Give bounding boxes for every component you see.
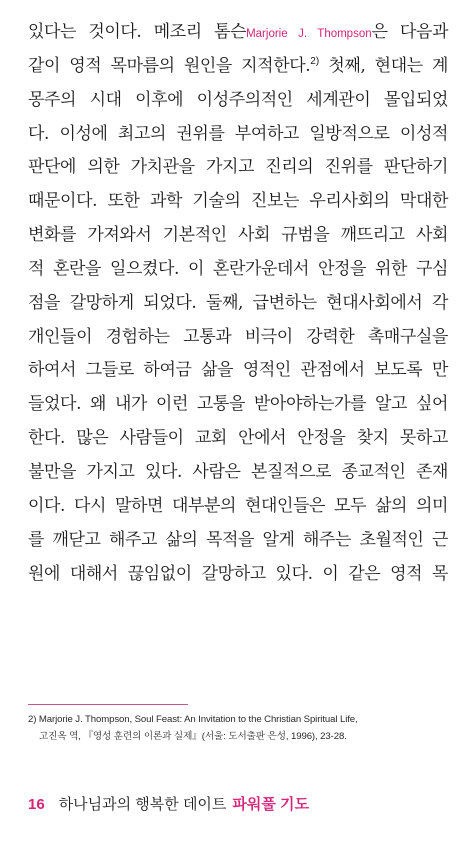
body-line-2-text: 같이 영적 목마름의 원인을 지적한다. — [28, 55, 311, 76]
body-line-1 — [28, 16, 448, 50]
page-number: 16 — [28, 796, 45, 813]
book-title: 하나님과의 행복한 데이트 — [58, 796, 227, 813]
footnote-reference: 2) — [310, 55, 320, 67]
series-title: 파워풀 기도 — [232, 796, 310, 813]
author-name-latin: Marjorie J. Thompson — [246, 28, 372, 40]
footnote-line-1: 2) Marjorie J. Thompson, Soul Feast: An Invitation to the Christian Spiritual Life, — [28, 714, 358, 725]
body-paragraph — [28, 16, 448, 591]
body-line-16: 를 깨닫고 해주고 삶의 목적을 알게 해주는 초월적인 근 — [28, 529, 448, 550]
body-line-2-tail: 첫째, 현대는 계 — [319, 55, 448, 76]
footnote-line-2: 고진옥 역, 『영성 훈련의 이론과 실제』(서울: 도서출판 은성, 1996), 23-28. — [39, 731, 347, 742]
body-line-15: 이다. 다시 말하면 대부분의 현대인들은 모두 삶의 의미 — [28, 495, 448, 516]
body-line-3: 몽주의 시대 이후에 이성주의적인 세계관이 몰입되었 — [28, 89, 448, 110]
body-line-1-text: 있다는 것이다. 메조리 톰슨 — [28, 22, 247, 42]
body-line-2 — [28, 50, 448, 84]
body-line-7: 변화를 가져와서 기본적인 사회 규범을 깨뜨리고 사회 — [28, 225, 448, 246]
body-line-8: 적 혼란을 일으켰다. 이 혼란가운데서 안정을 위한 구심 — [28, 258, 448, 279]
body-line-4: 다. 이성에 최고의 권위를 부여하고 일방적으로 이성적 — [28, 123, 448, 144]
footnote-divider — [28, 704, 188, 705]
footnote — [28, 711, 448, 745]
body-line-12: 들었다. 왜 내가 이런 고통을 받아야하는가를 알고 싶어 — [28, 394, 448, 415]
body-line-11: 하여서 그들로 하여금 삶을 영적인 관점에서 보도록 만 — [28, 360, 448, 381]
body-line-1-tail: 은 다음과 — [371, 22, 448, 42]
page-footer — [28, 793, 309, 814]
body-line-5: 판단에 의한 가치관을 가지고 진리의 진위를 판단하기 — [28, 157, 448, 178]
body-line-6: 때문이다. 또한 과학 기술의 진보는 우리사회의 막대한 — [28, 191, 448, 212]
body-line-13: 한다. 많은 사람들이 교회 안에서 안정을 찾지 못하고 — [28, 428, 448, 449]
body-line-17: 원에 대해서 끊임없이 갈망하고 있다. 이 같은 영적 목 — [28, 563, 448, 584]
body-line-10: 개인들이 경험하는 고통과 비극이 강력한 촉매구실을 — [28, 326, 448, 347]
body-line-14: 불만을 가지고 있다. 사람은 본질적으로 종교적인 존재 — [28, 461, 448, 482]
body-line-9: 점을 갈망하게 되었다. 둘째, 급변하는 현대사회에서 각 — [28, 292, 448, 313]
